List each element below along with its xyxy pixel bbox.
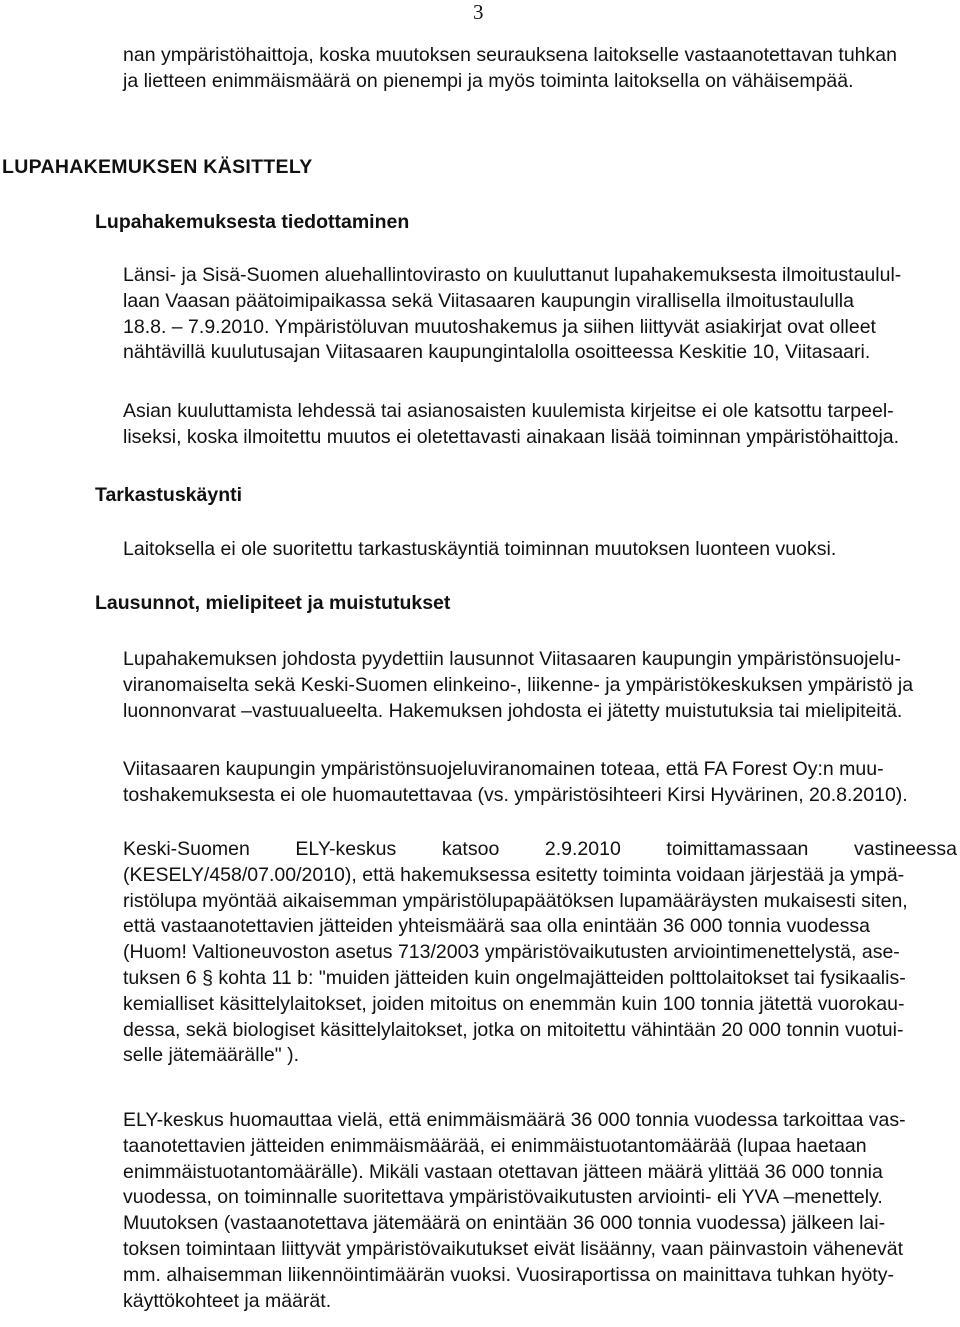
- statements-p3-line-4: että vastaanotettavien jätteiden yhteismäärä saa olla enintään 36 000 tonnia vuodessa: [123, 915, 870, 938]
- notification-heading: Lupahakemuksesta tiedottaminen: [95, 211, 410, 233]
- notification-paragraph-2: [123, 399, 957, 451]
- statements-p4-line-3: enimmäistuotantomäärälle). Mikäli vastaan otettavan jätteen määrä ylittää 36 000 tonnia: [123, 1160, 883, 1183]
- intro-line-2: ja lietteen enimmäismäärä on pienempi ja myös toiminta laitoksella on vähäisempää.: [123, 69, 854, 92]
- inspection-paragraph: [123, 537, 957, 563]
- statements-p4-line-8: käyttökohteet ja määrät.: [123, 1289, 332, 1312]
- intro-paragraph: [123, 43, 957, 95]
- statements-p3-line-9: selle jätemäärälle" ).: [123, 1044, 299, 1067]
- notification-p1-line-4: nähtävillä kuulutusajan Viitasaaren kaupungintalolla osoitteessa Keskitie 10, Viitasaari.: [123, 341, 871, 364]
- section-title: LUPAHAKEMUKSEN KÄSITTELY: [2, 156, 313, 178]
- statements-p3-line-1: Keski-Suomen ELY-keskus katsoo 2.9.2010 toimittamassaan vastineessa: [123, 838, 957, 860]
- statements-p4-line-2: taanotettavien jätteiden enimmäismäärää, ei enimmäistuotantomäärää (lupaa haetaan: [123, 1134, 867, 1157]
- notification-paragraph-1: [123, 263, 957, 366]
- statements-paragraph-2: [123, 757, 957, 809]
- page-number: 3: [473, 0, 484, 24]
- inspection-text: Laitoksella ei ole suoritettu tarkastuskäyntiä toiminnan muutoksen luonteen vuoksi.: [123, 538, 837, 560]
- statements-p3-line-3: ristölupa myöntää aikaisemman ympäristölupapäätöksen lupamääräysten mukaisesti siten,: [123, 889, 908, 912]
- statements-p4-line-4: vuodessa, on toiminnalle suoritettava ympäristövaikutusten arviointi- eli YVA –menettely.: [123, 1186, 883, 1209]
- statements-p1-line-3: luonnonvarat –vastuualueelta. Hakemuksen johdosta ei jätetty muistutuksia tai mielipiteitä.: [123, 699, 903, 722]
- notification-p2-line-2: liseksi, koska ilmoitettu muutos ei oletettavasti ainakaan lisää toiminnan ympäristöhaittoja.: [123, 425, 900, 448]
- statements-paragraph-4: [123, 1108, 957, 1314]
- inspection-heading: Tarkastuskäynti: [95, 484, 243, 506]
- statements-p4-line-5: Muutoksen (vastaanotettava jätemäärä on enintään 36 000 tonnia vuodessa) jälkeen lai-: [123, 1212, 886, 1235]
- notification-p1-line-1: Länsi- ja Sisä-Suomen aluehallintovirasto on kuuluttanut lupahakemuksesta ilmoitustaulul-: [123, 264, 902, 286]
- statements-p2-line-1: Viitasaaren kaupungin ympäristönsuojeluviranomainen toteaa, että FA Forest Oy:n muu-: [123, 758, 884, 780]
- statements-p3-line-6: tuksen 6 § kohta 11 b: "muiden jätteiden kuin ongelmajätteiden polttolaitokset tai fysikaalis-: [123, 966, 906, 989]
- notification-p1-line-3: 18.8. – 7.9.2010. Ympäristöluvan muutoshakemus ja siihen liittyvät asiakirjat ovat olleet: [123, 315, 876, 338]
- statements-paragraph-3: [123, 837, 957, 1069]
- statements-p4-line-7: mm. alhaisemman liikennöintimäärän vuoksi. Vuosiraportissa on mainittava tuhkan hyöty-: [123, 1263, 894, 1286]
- statements-p4-line-1: ELY-keskus huomauttaa vielä, että enimmäismäärä 36 000 tonnia vuodessa tarkoittaa vas-: [123, 1109, 906, 1131]
- statements-p3-line-5: (Huom! Valtioneuvoston asetus 713/2003 ympäristövaikutusten arviointimenettelystä, ase-: [123, 941, 900, 964]
- statements-heading: Lausunnot, mielipiteet ja muistutukset: [95, 592, 451, 614]
- statements-p3-line-7: kemialliset käsittelylaitokset, joiden mitoitus on enemmän kuin 100 tonnia jätettä vuorokau-: [123, 992, 905, 1015]
- statements-p3-line-2: (KESELY/458/07.00/2010), että hakemuksessa esitetty toiminta voidaan järjestää ja ympä-: [123, 863, 905, 886]
- statements-p4-line-6: toksen toimintaan liittyvät ympäristövaikutukset eivät lisäänny, vaan päinvastoin vähenevät: [123, 1237, 904, 1260]
- notification-p1-line-2: laan Vaasan päätoimipaikassa sekä Viitasaaren kaupungin virallisella ilmoitustaululla: [123, 289, 854, 312]
- statements-p1-line-1: Lupahakemuksen johdosta pyydettiin lausunnot Viitasaaren kaupungin ympäristönsuojelu-: [123, 648, 901, 670]
- statements-p1-line-2: viranomaiselta sekä Keski-Suomen elinkeino-, liikenne- ja ympäristökeskuksen ympäristö ja: [123, 673, 914, 696]
- intro-line-1: nan ympäristöhaittoja, koska muutoksen seurauksena laitokselle vastaanotettavan tuhkan: [123, 44, 897, 66]
- statements-p3-line-8: dessa, sekä biologiset käsittelylaitokset, jotka on mitoitettu vähintään 20 000 tonnin vuotui-: [123, 1018, 904, 1041]
- notification-p2-line-1: Asian kuuluttamista lehdessä tai asianosaisten kuulemista kirjeitse ei ole katsottu tarpeel-: [123, 400, 894, 422]
- statements-p2-line-2: toshakemuksesta ei ole huomautettavaa (vs. ympäristösihteeri Kirsi Hyvärinen, 20.8.2010).: [123, 783, 908, 806]
- statements-paragraph-1: [123, 647, 957, 724]
